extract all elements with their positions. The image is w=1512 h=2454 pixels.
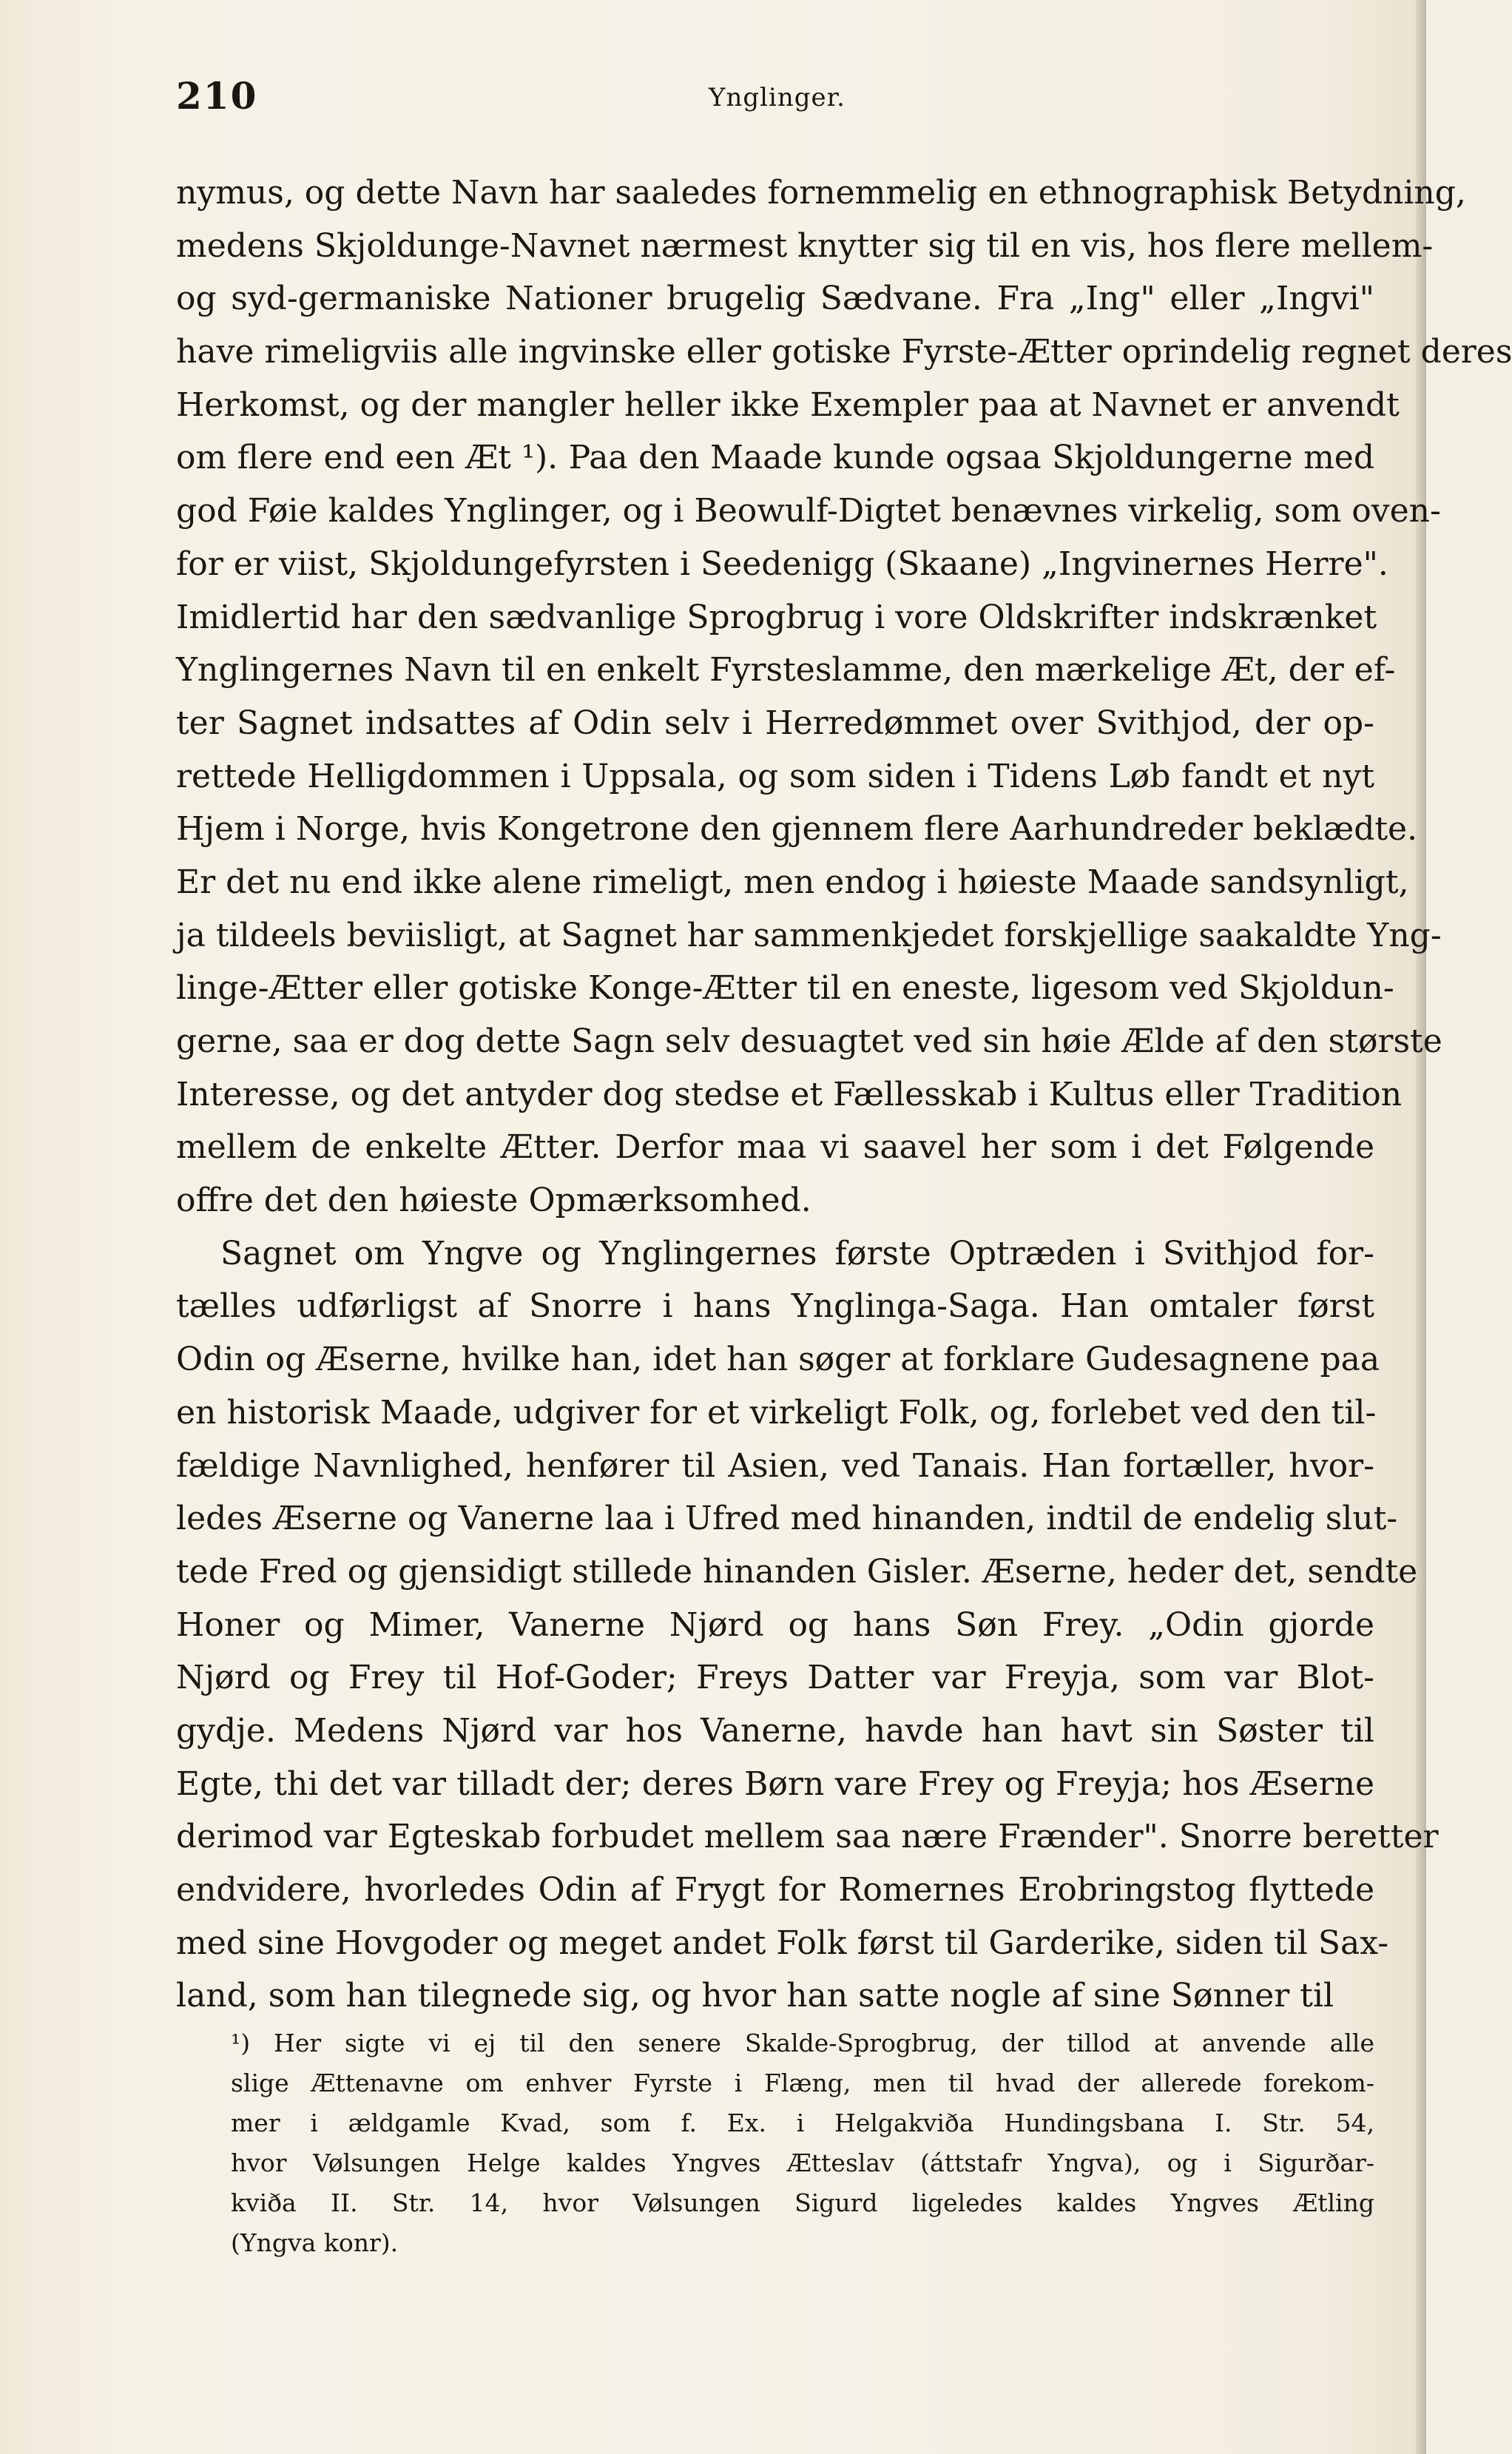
text-line: Njørd og Frey til Hof-Goder; Freys Datter var Freyja, som var Blot- — [176, 1659, 1374, 1697]
text-line: ja tildeels beviisligt, at Sagnet har sammenkjedet forskjellige saakaldte Yng- — [176, 916, 1442, 954]
text-line: Interesse, og det antyder dog stedse et Fællesskab i Kultus eller Tradition — [176, 1075, 1403, 1113]
footnote-line: mer i ældgamle Kvad, som f. Ex. i Helgakviða Hundingsbana I. Str. 54, — [231, 2109, 1374, 2137]
text-line: Er det nu end ikke alene rimeligt, men endog i høieste Maade sandsynligt, — [176, 863, 1409, 901]
text-line: linge-Ætter eller gotiske Konge-Ætter til en eneste, ligesom ved Skjoldun- — [176, 969, 1394, 1008]
text-line: tede Fred og gjensidigt stillede hinanden Gisler. Æserne, heder det, sendte — [176, 1552, 1418, 1591]
text-line: gydje. Medens Njørd var hos Vanerne, havde han havt sin Søster til — [176, 1711, 1374, 1750]
page-header — [176, 74, 1300, 126]
text-line: nymus, og dette Navn har saaledes fornemmelig en ethnographisk Betydning, — [176, 174, 1466, 212]
text-line: en historisk Maade, udgiver for et virkeligt Folk, og, forlebet ved den til- — [176, 1393, 1377, 1432]
footnotes — [176, 2023, 1374, 2263]
text-line: Odin og Æserne, hvilke han, idet han søger at forklare Gudesagnene paa — [176, 1341, 1380, 1379]
text-line: derimod var Egteskab forbudet mellem saa nære Frænder". Snorre beretter — [176, 1818, 1439, 1856]
text-line: offre det den høieste Opmærksomhed. — [176, 1182, 811, 1220]
text-line: endvidere, hvorledes Odin af Frygt for Romernes Erobringstog flyttede — [176, 1871, 1374, 1909]
text-line: for er viist, Skjoldungefyrsten i Seedenigg (Skaane) „Ingvinernes Herre". — [176, 545, 1388, 583]
text-line: land, som han tilegnede sig, og hvor han satte nogle af sine Sønner til — [176, 1977, 1334, 2015]
text-line: fældige Navnlighed, henfører til Asien, ved Tanais. Han fortæller, hvor- — [176, 1446, 1374, 1485]
text-line: Honer og Mimer, Vanerne Njørd og hans Søn Frey. „Odin gjorde — [176, 1605, 1374, 1644]
text-line: med sine Hovgoder og meget andet Folk først til Garderike, siden til Sax- — [176, 1924, 1389, 1962]
text-line: mellem de enkelte Ætter. Derfor maa vi saavel her som i det Følgende — [176, 1128, 1374, 1167]
footnote-line: kviða II. Str. 14, hvor Vølsungen Sigurd ligeledes kaldes Yngves Ætling — [231, 2188, 1374, 2217]
text-line: Imidlertid har den sædvanlige Sprogbrug i vore Oldskrifter indskrænket — [176, 598, 1377, 636]
text-line: gerne, saa er dog dette Sagn selv desuagtet ved sin høie Ælde af den største — [176, 1022, 1442, 1060]
body-text — [176, 166, 1512, 2023]
text-line: Sagnet om Yngve og Ynglingernes første Optræden i Svithjod for- — [220, 1234, 1374, 1272]
page-number: 210 — [176, 74, 258, 118]
text-line: Herkomst, og der mangler heller ikke Exempler paa at Navnet er anvendt — [176, 385, 1400, 424]
running-title: Ynglinger. — [709, 83, 846, 112]
text-line: Hjem i Norge, hvis Kongetrone den gjennem flere Aarhundreder beklædte. — [176, 810, 1418, 849]
text-line: rettede Helligdommen i Uppsala, og som siden i Tidens Løb fandt et nyt — [176, 757, 1374, 795]
text-line: og syd-germaniske Nationer brugelig Sædvane. Fra „Ing" eller „Ingvi" — [176, 280, 1374, 318]
text-line: om flere end een Æt ¹). Paa den Maade kunde ogsaa Skjoldungerne med — [176, 439, 1374, 477]
text-line: Ynglingernes Navn til en enkelt Fyrsteslamme, den mærkelige Æt, der ef- — [176, 651, 1396, 690]
text-line: tælles udførligst af Snorre i hans Ynglinga-Saga. Han omtaler først — [176, 1287, 1374, 1326]
text-line: Egte, thi det var tilladt der; deres Børn vare Frey og Freyja; hos Æserne — [176, 1764, 1374, 1803]
text-line: ter Sagnet indsattes af Odin selv i Herredømmet over Svithjod, der op- — [176, 704, 1374, 742]
footnote-line: hvor Vølsungen Helge kaldes Yngves Ætteslav (áttstafr Yngva), og i Sigurðar- — [231, 2148, 1374, 2177]
text-line: medens Skjoldunge-Navnet nærmest knytter sig til en vis, hos flere mellem- — [176, 226, 1434, 265]
footnote-line: ¹) Her sigte vi ej til den senere Skalde-Sprogbrug, der tillod at anvende alle — [231, 2029, 1374, 2057]
text-line: have rimeligviis alle ingvinske eller gotiske Fyrste-Ætter oprindelig regnet deres — [176, 333, 1512, 371]
footnote-line: slige Ættenavne om enhver Fyrste i Flæng, men til hvad der allerede forekom- — [231, 2069, 1374, 2097]
text-line: god Føie kaldes Ynglinger, og i Beowulf-Digtet benævnes virkelig, som oven- — [176, 492, 1441, 530]
footnote-line: (Yngva konr). — [231, 2228, 399, 2257]
text-line: ledes Æserne og Vanerne laa i Ufred med hinanden, indtil de endelig slut- — [176, 1500, 1398, 1538]
